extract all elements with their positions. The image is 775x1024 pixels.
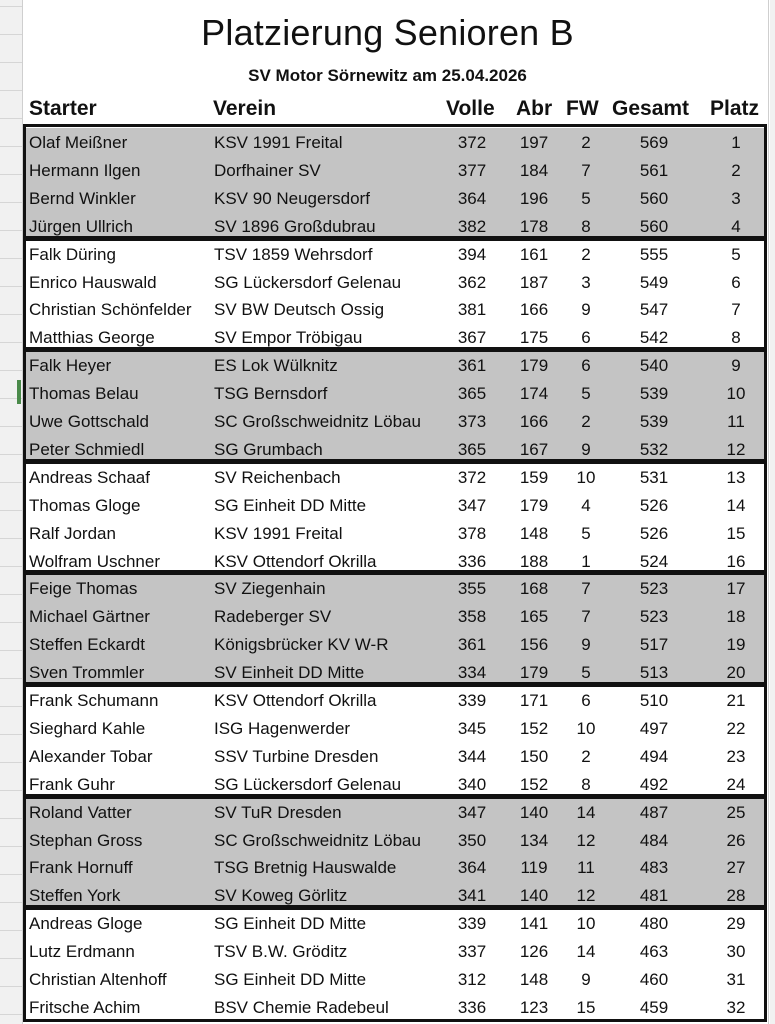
gridline [0, 510, 22, 511]
group-border [23, 570, 767, 687]
cell-verein: ES Lok Wülknitz [214, 356, 338, 376]
cell-abr: 156 [519, 635, 549, 655]
cell-gesamt: 524 [639, 551, 669, 571]
cell-gesamt: 459 [639, 997, 669, 1017]
cell-gesamt: 569 [639, 133, 669, 152]
cell-starter: Olaf Meißner [29, 133, 128, 152]
cell-volle: 365 [457, 439, 487, 459]
cell-fw: 6 [581, 328, 591, 348]
cell-volle: 365 [457, 384, 487, 404]
cell-verein: KSV 1991 Freital [214, 523, 343, 543]
cell-gesamt: 483 [639, 858, 669, 878]
cell-fw: 8 [581, 216, 591, 236]
cell-platz: 25 [726, 802, 746, 822]
cell-verein: SG Einheit DD Mitte [214, 495, 367, 515]
cell-platz: 8 [731, 328, 741, 348]
gridline [0, 90, 22, 91]
gridline [0, 706, 22, 707]
cell-gesamt: 555 [639, 244, 669, 264]
gridline [0, 314, 22, 315]
cell-abr: 148 [519, 970, 549, 989]
cell-fw: 5 [581, 384, 591, 404]
cell-platz: 18 [726, 607, 746, 627]
cell-verein: BSV Chemie Radebeul [214, 997, 389, 1017]
cell-abr: 187 [519, 272, 549, 292]
cell-fw: 2 [581, 133, 591, 152]
gridline [0, 174, 22, 175]
cell-verein: SV 1896 Großdubrau [214, 216, 376, 236]
gridline [0, 566, 22, 567]
cell-verein: Radeberger SV [214, 607, 332, 627]
cell-platz: 32 [726, 997, 746, 1017]
cell-volle: 347 [457, 802, 487, 822]
cell-volle: 341 [457, 886, 487, 906]
cell-volle: 382 [457, 216, 487, 236]
cell-verein: KSV 1991 Freital [214, 133, 343, 152]
cell-volle: 339 [457, 914, 487, 934]
cell-abr: 196 [519, 188, 549, 208]
cell-platz: 23 [726, 746, 746, 766]
cell-gesamt: 539 [639, 384, 669, 404]
cell-fw: 9 [581, 439, 591, 459]
gridline [0, 342, 22, 343]
header-abr[interactable]: Abr [516, 97, 553, 120]
cell-gesamt: 542 [639, 328, 669, 348]
cell-abr: 179 [519, 495, 549, 515]
cell-gesamt: 560 [639, 188, 669, 208]
cell-gesamt: 560 [639, 216, 669, 236]
cell-verein: SC Großschweidnitz Löbau [214, 412, 421, 431]
cell-starter: Peter Schmiedl [29, 439, 145, 459]
cell-platz: 26 [726, 830, 746, 850]
cell-platz: 2 [731, 160, 741, 180]
cell-starter: Matthias George [29, 328, 155, 348]
cell-gesamt: 540 [639, 356, 669, 376]
cell-abr: 168 [519, 579, 549, 599]
cell-verein: SG Einheit DD Mitte [214, 970, 367, 989]
cell-verein: SG Grumbach [214, 439, 323, 459]
cell-abr: 159 [519, 467, 549, 487]
cell-abr: 161 [519, 244, 549, 264]
cell-abr: 166 [519, 300, 549, 320]
spreadsheet-right-gridline [768, 0, 769, 1024]
cell-verein: Königsbrücker KV W-R [214, 635, 389, 655]
cell-abr: 152 [519, 774, 549, 794]
cell-platz: 11 [727, 412, 745, 431]
gridline [0, 202, 22, 203]
cell-verein: ISG Hagenwerder [214, 718, 351, 738]
cell-volle: 364 [457, 188, 487, 208]
cell-volle: 334 [457, 663, 487, 683]
cell-platz: 3 [731, 188, 741, 208]
cell-platz: 14 [726, 495, 746, 515]
cell-verein: KSV 90 Neugersdorf [214, 188, 370, 208]
cell-gesamt: 487 [639, 802, 669, 822]
cell-volle: 364 [457, 858, 487, 878]
gridline [0, 790, 22, 791]
cell-platz: 22 [726, 718, 746, 738]
cell-starter: Hermann Ilgen [29, 160, 141, 180]
cell-verein: SSV Turbine Dresden [214, 746, 379, 766]
cell-fw: 12 [576, 830, 596, 850]
cell-abr: 179 [519, 356, 549, 376]
cell-fw: 5 [581, 523, 591, 543]
cell-gesamt: 481 [639, 886, 669, 906]
cell-volle: 336 [457, 997, 487, 1017]
cell-starter: Roland Vatter [29, 802, 132, 822]
gridline [0, 286, 22, 287]
cell-fw: 12 [576, 886, 596, 906]
cell-gesamt: 480 [639, 914, 669, 934]
cell-abr: 179 [519, 663, 549, 683]
cell-fw: 9 [581, 300, 591, 320]
cell-gesamt: 561 [639, 160, 669, 180]
cell-platz: 9 [731, 356, 741, 376]
cell-volle: 394 [457, 244, 487, 264]
cell-starter: Frank Guhr [29, 774, 115, 794]
gridline [0, 986, 22, 987]
cell-starter: Andreas Schaaf [29, 467, 150, 487]
cell-platz: 15 [726, 523, 746, 543]
cell-volle: 339 [457, 691, 487, 710]
cell-abr: 175 [519, 328, 549, 348]
cell-starter: Thomas Gloge [29, 495, 141, 515]
cell-volle: 347 [457, 495, 487, 515]
header-gesamt[interactable]: Gesamt [612, 97, 690, 120]
cell-fw: 5 [581, 663, 591, 683]
cell-fw: 2 [581, 244, 591, 264]
cell-gesamt: 492 [639, 774, 669, 794]
cell-starter: Alexander Tobar [29, 746, 153, 766]
gridline [0, 370, 22, 371]
cell-starter: Bernd Winkler [29, 188, 136, 208]
cell-platz: 6 [731, 272, 741, 292]
cell-verein: KSV Ottendorf Okrilla [214, 691, 377, 710]
cell-verein: SV Koweg Görlitz [214, 886, 348, 906]
cell-starter: Enrico Hauswald [29, 272, 157, 292]
header-starter[interactable]: Starter [29, 97, 97, 120]
cell-volle: 337 [457, 942, 487, 962]
cell-starter: Jürgen Ullrich [29, 216, 133, 236]
gridline [0, 594, 22, 595]
cell-gesamt: 510 [639, 691, 669, 710]
cell-verein: SG Lückersdorf Gelenau [214, 774, 402, 794]
cell-verein: TSG Bretnig Hauswalde [214, 858, 397, 878]
cell-verein: SV Einheit DD Mitte [214, 663, 365, 683]
cell-gesamt: 526 [639, 495, 669, 515]
cell-abr: 167 [519, 439, 549, 459]
cell-platz: 10 [726, 384, 746, 404]
cell-volle: 362 [457, 272, 487, 292]
gridline [0, 846, 22, 847]
cell-gesamt: 523 [639, 607, 669, 627]
group-border [23, 794, 767, 911]
gridline [0, 734, 22, 735]
gridline [0, 6, 22, 7]
gridline [0, 62, 22, 63]
cell-volle: 361 [457, 356, 487, 376]
cell-volle: 372 [457, 133, 487, 152]
cell-verein: SV Ziegenhain [214, 579, 326, 599]
cell-starter: Ralf Jordan [29, 523, 116, 543]
page-title: Platzierung Senioren B [201, 12, 574, 53]
cell-starter: Sven Trommler [29, 663, 145, 683]
gridline [0, 482, 22, 483]
cell-fw: 10 [576, 718, 596, 738]
cell-fw: 11 [577, 858, 595, 878]
cell-starter: Feige Thomas [29, 579, 138, 599]
cell-fw: 1 [581, 551, 591, 571]
cell-fw: 2 [581, 746, 591, 766]
cell-fw: 7 [581, 607, 591, 627]
cell-abr: 126 [519, 942, 549, 962]
gridline [0, 818, 22, 819]
cell-gesamt: 547 [639, 300, 669, 320]
cell-volle: 381 [457, 300, 487, 320]
gridline [0, 678, 22, 679]
cell-verein: SG Einheit DD Mitte [214, 914, 367, 934]
cell-volle: 377 [457, 160, 487, 180]
gridline [0, 454, 22, 455]
gridline [0, 874, 22, 875]
header-volle[interactable]: Volle [446, 97, 495, 120]
cell-gesamt: 463 [639, 942, 669, 962]
cell-volle: 367 [457, 328, 487, 348]
cell-abr: 197 [519, 133, 549, 152]
cell-abr: 152 [519, 718, 549, 738]
cell-verein: SV BW Deutsch Ossig [214, 300, 385, 320]
cell-volle: 361 [457, 635, 487, 655]
cell-abr: 184 [519, 160, 549, 180]
cell-starter: Stephan Gross [29, 830, 143, 850]
cell-starter: Uwe Gottschald [29, 412, 149, 431]
cell-platz: 28 [726, 886, 746, 906]
cell-gesamt: 513 [639, 663, 669, 683]
cell-gesamt: 523 [639, 579, 669, 599]
cell-fw: 6 [581, 691, 591, 710]
cell-volle: 344 [457, 746, 487, 766]
cell-fw: 10 [576, 467, 596, 487]
cell-starter: Andreas Gloge [29, 914, 143, 934]
cell-fw: 6 [581, 356, 591, 376]
cell-volle: 345 [457, 718, 487, 738]
gridline [0, 930, 22, 931]
cell-gesamt: 497 [639, 718, 669, 738]
cell-verein: SV Reichenbach [214, 467, 341, 487]
cell-abr: 171 [519, 691, 549, 710]
gridline [0, 650, 22, 651]
gridline [0, 426, 22, 427]
cell-volle: 312 [457, 970, 487, 989]
cell-starter: Lutz Erdmann [29, 942, 135, 962]
cell-starter: Steffen York [29, 886, 121, 906]
cell-fw: 10 [576, 914, 596, 934]
cell-gesamt: 531 [639, 467, 669, 487]
cell-starter: Fritsche Achim [29, 997, 141, 1017]
cell-platz: 29 [726, 914, 746, 934]
cell-platz: 12 [726, 439, 746, 459]
cell-fw: 9 [581, 635, 591, 655]
group-border [23, 905, 767, 1022]
header-fw[interactable]: FW [566, 97, 599, 120]
cell-platz: 20 [726, 663, 746, 683]
header-platz[interactable]: Platz [710, 97, 760, 120]
gridline [0, 258, 22, 259]
header-verein[interactable]: Verein [213, 97, 277, 120]
page-subtitle: SV Motor Sörnewitz am 25.04.2026 [248, 66, 527, 85]
group-border [23, 347, 767, 464]
cell-starter: Frank Schumann [29, 691, 159, 710]
gridline [0, 902, 22, 903]
cell-abr: 134 [519, 830, 549, 850]
cell-abr: 123 [519, 997, 549, 1017]
gridline [0, 762, 22, 763]
cell-starter: Christian Schönfelder [29, 300, 192, 320]
cell-platz: 7 [731, 300, 741, 320]
cell-starter: Wolfram Uschner [29, 551, 160, 571]
cell-gesamt: 526 [639, 523, 669, 543]
gridline [0, 958, 22, 959]
gridline [0, 1014, 22, 1015]
cell-verein: KSV Ottendorf Okrilla [214, 551, 377, 571]
cell-volle: 373 [457, 412, 487, 431]
cell-volle: 340 [457, 774, 487, 794]
cell-verein: TSV B.W. Gröditz [214, 942, 348, 962]
cell-fw: 4 [581, 495, 591, 515]
cell-starter: Falk Heyer [29, 356, 112, 376]
cell-volle: 336 [457, 551, 487, 571]
cell-abr: 188 [519, 551, 549, 571]
cell-platz: 24 [726, 774, 746, 794]
cell-abr: 174 [519, 384, 549, 404]
cell-fw: 9 [581, 970, 591, 989]
cell-fw: 5 [581, 188, 591, 208]
cell-gesamt: 549 [639, 272, 669, 292]
cell-volle: 372 [457, 467, 487, 487]
cell-abr: 140 [519, 886, 549, 906]
cell-platz: 27 [726, 858, 746, 878]
cell-verein: SC Großschweidnitz Löbau [214, 830, 421, 850]
cell-volle: 378 [457, 523, 487, 543]
cell-abr: 150 [519, 746, 549, 766]
cell-platz: 5 [731, 244, 741, 264]
group-border [23, 124, 767, 241]
cell-platz: 30 [726, 942, 746, 962]
gridline [0, 146, 22, 147]
cell-fw: 8 [581, 774, 591, 794]
cell-platz: 31 [726, 970, 746, 989]
cell-platz: 21 [726, 691, 746, 710]
cell-abr: 119 [520, 858, 548, 878]
cell-abr: 140 [519, 802, 549, 822]
cell-abr: 148 [519, 523, 549, 543]
cell-fw: 14 [576, 802, 596, 822]
group-border [23, 236, 767, 353]
gridline [0, 622, 22, 623]
cell-fw: 14 [576, 942, 596, 962]
cell-verein: TSV 1859 Wehrsdorf [214, 244, 373, 264]
cell-verein: Dorfhainer SV [214, 160, 321, 180]
cell-gesamt: 484 [639, 830, 669, 850]
cell-fw: 7 [581, 579, 591, 599]
cell-abr: 165 [519, 607, 549, 627]
table-header [0, 97, 775, 123]
cell-gesamt: 460 [639, 970, 669, 989]
cell-starter: Thomas Belau [29, 384, 139, 404]
cell-volle: 350 [457, 830, 487, 850]
gridline [0, 538, 22, 539]
cell-fw: 15 [576, 997, 596, 1017]
cell-starter: Christian Altenhoff [29, 970, 167, 989]
cell-platz: 1 [731, 133, 741, 152]
cell-volle: 358 [457, 607, 487, 627]
cell-starter: Michael Gärtner [29, 607, 150, 627]
cell-verein: SG Lückersdorf Gelenau [214, 272, 402, 292]
cell-platz: 16 [726, 551, 746, 571]
cell-volle: 355 [457, 579, 487, 599]
cell-gesamt: 494 [639, 746, 669, 766]
cell-platz: 19 [726, 635, 746, 655]
cell-abr: 166 [519, 412, 549, 431]
gridline [0, 230, 22, 231]
cell-starter: Steffen Eckardt [29, 635, 145, 655]
group-border [23, 459, 767, 576]
group-border [23, 682, 767, 799]
cell-abr: 178 [519, 216, 549, 236]
cell-verein: SV Empor Tröbigau [214, 328, 363, 348]
cell-platz: 4 [731, 216, 741, 236]
cell-gesamt: 517 [639, 635, 669, 655]
cell-starter: Falk Düring [29, 244, 116, 264]
cell-fw: 3 [581, 272, 591, 292]
cell-gesamt: 539 [639, 412, 669, 431]
cell-platz: 13 [726, 467, 746, 487]
cell-verein: SV TuR Dresden [214, 802, 342, 822]
selected-row-marker [17, 380, 21, 404]
cell-starter: Frank Hornuff [29, 858, 133, 878]
cell-platz: 17 [726, 579, 746, 599]
cell-gesamt: 532 [639, 439, 669, 459]
cell-abr: 141 [519, 914, 549, 934]
cell-verein: TSG Bernsdorf [214, 384, 328, 404]
cell-fw: 2 [581, 412, 591, 431]
cell-fw: 7 [581, 160, 591, 180]
cell-starter: Sieghard Kahle [29, 718, 146, 738]
